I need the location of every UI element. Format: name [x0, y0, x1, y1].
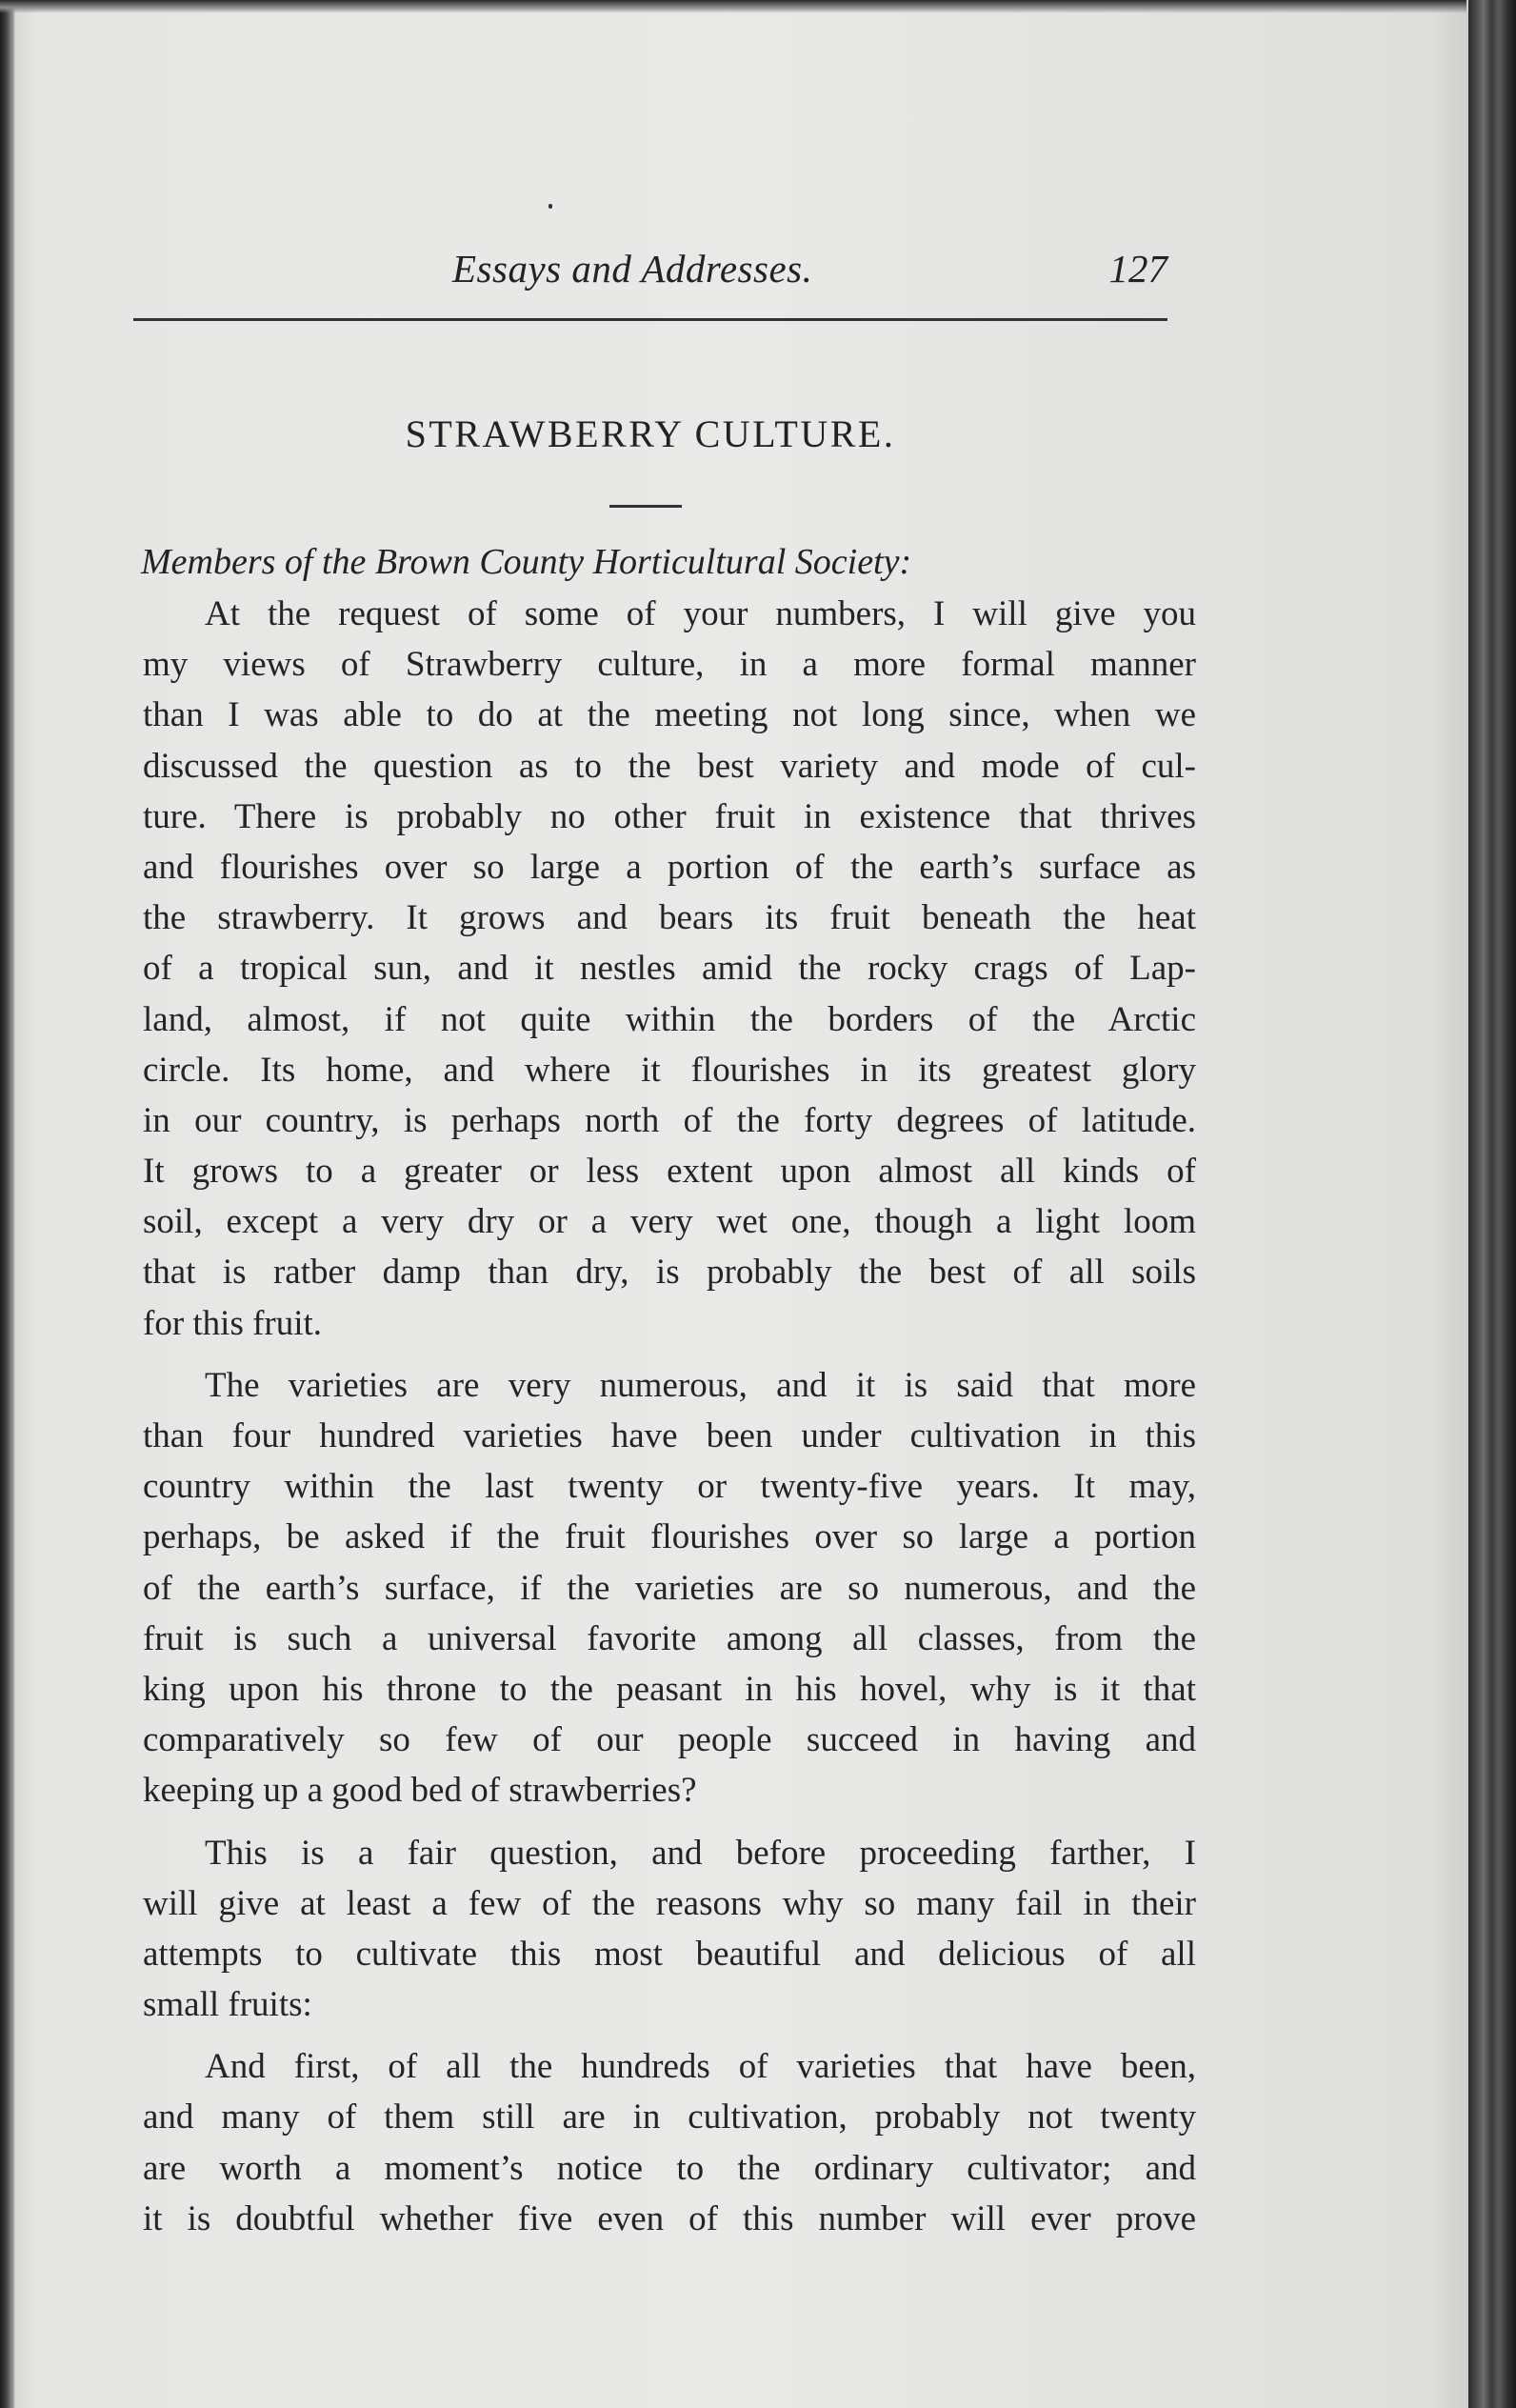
running-head	[133, 246, 1167, 299]
text-line: ture. There is probably no other fruit in existence that thrives	[143, 796, 1196, 836]
essay-title: STRAWBERRY CULTURE.	[405, 412, 896, 455]
text-line: the strawberry. It grows and bears its fruit beneath the heat	[143, 898, 1196, 938]
text-line: circle. Its home, and where it flourishes in its greatest glory	[143, 1050, 1196, 1090]
page-left-edge	[0, 0, 15, 2408]
text-line: of the earth’s surface, if the varieties are so numerous, and the	[143, 1568, 1196, 1608]
text-line: attempts to cultivate this most beautiful and delicious of all	[143, 1934, 1196, 1974]
paragraph-gap	[143, 1349, 1196, 1360]
text-line: discussed the question as to the best variety and mode of cul-	[143, 746, 1196, 786]
text-line: than four hundred varieties have been under cultivation in this	[143, 1416, 1196, 1455]
text-line: will give at least a few of the reasons why so many fail in their	[143, 1883, 1196, 1923]
paragraph	[143, 1828, 1196, 2031]
paragraph	[143, 589, 1196, 1349]
page-number: 127	[1108, 247, 1167, 291]
text-line: that is ratber damp than dry, is probably the best of all soils	[143, 1253, 1196, 1293]
book-spine-edge	[1468, 0, 1516, 2408]
essay-body	[143, 589, 1196, 2244]
text-line: And first, of all the hundreds of varieties that have been,	[205, 2047, 1196, 2087]
page-content	[133, 0, 1209, 2408]
paragraph-gap	[143, 1816, 1196, 1828]
text-line: fruit is such a universal favorite among all classes, from the	[143, 1618, 1196, 1658]
text-line: comparatively so few of our people succeed in having and	[143, 1720, 1196, 1760]
text-line: small fruits:	[143, 1985, 312, 2025]
text-line: The varieties are very numerous, and it is said that more	[205, 1365, 1196, 1405]
text-line: it is doubtful whether five even of this number will ever prove	[143, 2198, 1196, 2238]
text-line: than I was able to do at the meeting not long since, when we	[143, 695, 1196, 735]
text-line: of a tropical sun, and it nestles amid the rocky crags of Lap-	[143, 949, 1196, 989]
text-line: keeping up a good bed of strawberries?	[143, 1771, 697, 1811]
salutation: Members of the Brown County Horticultural Society:	[141, 542, 912, 582]
paragraph-gap	[143, 2030, 1196, 2041]
text-line: It grows to a greater or less extent upon almost all kinds of	[143, 1152, 1196, 1192]
text-line: my views of Strawberry culture, in a more formal manner	[143, 645, 1196, 685]
text-line: and many of them still are in cultivation, probably not twenty	[143, 2097, 1196, 2137]
text-line: land, almost, if not quite within the borders of the Arctic	[143, 999, 1196, 1039]
text-line: soil, except a very dry or a very wet one, though a light loom	[143, 1202, 1196, 1242]
text-line: At the request of some of your numbers, I will give you	[205, 594, 1196, 633]
text-line: king upon his throne to the peasant in his hovel, why is it that	[143, 1669, 1196, 1709]
paragraph	[143, 1360, 1196, 1816]
text-line: and flourishes over so large a portion of the earth’s surface as	[143, 847, 1196, 887]
header-rule	[133, 318, 1167, 321]
text-line: country within the last twenty or twenty-five years. It may,	[143, 1467, 1196, 1507]
text-line: are worth a moment’s notice to the ordinary cultivator; and	[143, 2148, 1196, 2188]
title-rule	[609, 505, 682, 508]
text-line: in our country, is perhaps north of the forty degrees of latitude.	[143, 1100, 1196, 1140]
text-line: This is a fair question, and before proceeding farther, I	[205, 1833, 1196, 1873]
paragraph	[143, 2041, 1196, 2244]
text-line: perhaps, be asked if the fruit flourishes over so large a portion	[143, 1517, 1196, 1557]
text-line: for this fruit.	[143, 1303, 323, 1343]
running-title: Essays and Addresses.	[452, 247, 813, 291]
